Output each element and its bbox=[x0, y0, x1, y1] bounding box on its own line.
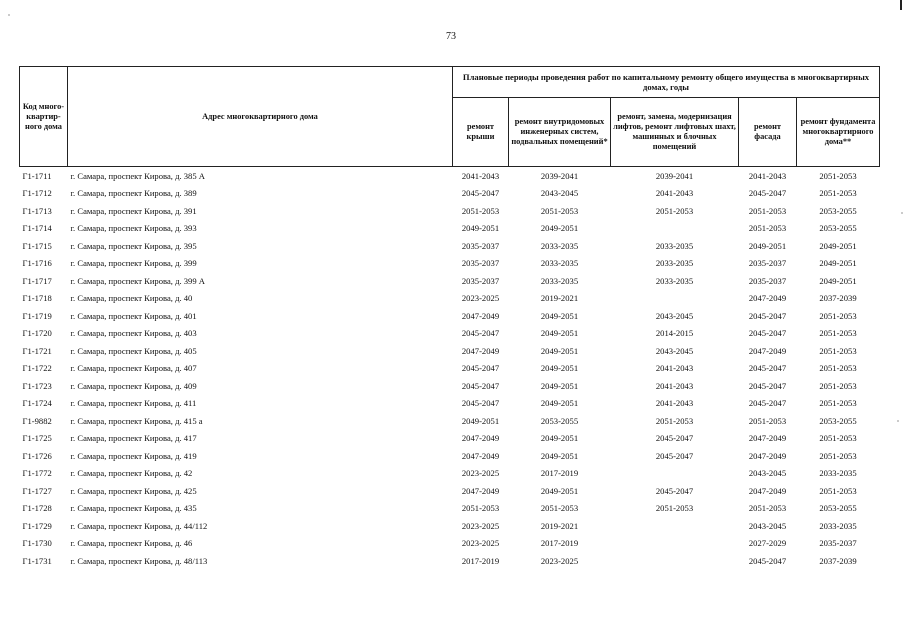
header-foundation: ремонт фундамента многоквартирного дома** bbox=[797, 98, 880, 167]
cell-engineering: 2049-2051 bbox=[540, 328, 579, 339]
table-row bbox=[20, 500, 880, 518]
cell-engineering: 2049-2051 bbox=[540, 485, 579, 496]
cell-roof: 2035-2037 bbox=[461, 240, 500, 251]
cell-roof: 2045-2047 bbox=[461, 398, 500, 409]
cell-elevators: 2051-2053 bbox=[655, 503, 694, 514]
cell-foundation: 2051-2053 bbox=[819, 310, 857, 321]
cell-facade: 2051-2053 bbox=[748, 223, 787, 234]
cell-foundation: 2051-2053 bbox=[819, 363, 857, 374]
table-row bbox=[20, 167, 880, 185]
cell-address: г. Самара, проспект Кирова, д. 419 bbox=[70, 450, 197, 461]
cell-engineering: 2049-2051 bbox=[540, 223, 579, 234]
cell-roof: 2045-2047 bbox=[461, 328, 500, 339]
cell-code: Г1-1711 bbox=[22, 170, 52, 181]
cell-address: г. Самара, проспект Кирова, д. 409 bbox=[70, 380, 197, 391]
cell-engineering: 2049-2051 bbox=[540, 345, 579, 356]
cell-facade: 2041-2043 bbox=[748, 170, 787, 181]
cell-elevators: 2043-2045 bbox=[655, 310, 694, 321]
table-row bbox=[20, 202, 880, 220]
cell-engineering: 2043-2045 bbox=[540, 188, 579, 199]
repair-schedule-table bbox=[19, 66, 880, 570]
cell-foundation: 2053-2055 bbox=[819, 223, 857, 234]
cell-facade: 2045-2047 bbox=[748, 398, 787, 409]
cell-elevators: 2033-2035 bbox=[655, 240, 694, 251]
cell-address: г. Самара, проспект Кирова, д. 399 bbox=[70, 258, 197, 269]
cell-code: Г1-1723 bbox=[22, 380, 52, 391]
cell-roof: 2023-2025 bbox=[461, 468, 500, 479]
cell-elevators bbox=[611, 465, 739, 483]
cell-roof: 2023-2025 bbox=[461, 538, 500, 549]
cell-engineering: 2049-2051 bbox=[540, 380, 579, 391]
cell-elevators bbox=[611, 535, 739, 553]
cell-roof: 2035-2037 bbox=[461, 258, 500, 269]
cell-foundation: 2035-2037 bbox=[819, 538, 857, 549]
cell-elevators: 2051-2053 bbox=[655, 205, 694, 216]
cell-code: Г1-1719 bbox=[22, 310, 52, 321]
cell-address: г. Самара, проспект Кирова, д. 395 bbox=[70, 240, 197, 251]
table-row bbox=[20, 220, 880, 238]
cell-code: Г1-1721 bbox=[22, 345, 52, 356]
cell-engineering: 2051-2053 bbox=[540, 503, 579, 514]
cell-code: Г1-1715 bbox=[22, 240, 52, 251]
cell-foundation: 2033-2035 bbox=[819, 468, 857, 479]
cell-roof: 2047-2049 bbox=[461, 485, 500, 496]
scan-speck bbox=[897, 420, 899, 422]
cell-code: Г1-1728 bbox=[22, 503, 52, 514]
cell-code: Г1-1714 bbox=[22, 223, 52, 234]
cell-code: Г1-1722 bbox=[22, 363, 52, 374]
cell-elevators bbox=[611, 552, 739, 570]
cell-elevators: 2014-2015 bbox=[655, 328, 694, 339]
cell-roof: 2023-2025 bbox=[461, 520, 500, 531]
table-row bbox=[20, 482, 880, 500]
cell-code: Г1-1716 bbox=[22, 258, 52, 269]
cell-elevators: 2039-2041 bbox=[655, 170, 694, 181]
table-body bbox=[20, 167, 880, 570]
cell-roof: 2045-2047 bbox=[461, 188, 500, 199]
cell-address: г. Самара, проспект Кирова, д. 407 bbox=[70, 363, 197, 374]
cell-address: г. Самара, проспект Кирова, д. 48/113 bbox=[70, 555, 208, 566]
cell-code: Г1-1724 bbox=[22, 398, 52, 409]
cell-elevators: 2045-2047 bbox=[655, 450, 694, 461]
table-row bbox=[20, 290, 880, 308]
cell-address: г. Самара, проспект Кирова, д. 405 bbox=[70, 345, 197, 356]
header-engineering-systems: ремонт внутридомовых инженерных систем, подвальных помещений* bbox=[509, 98, 611, 167]
cell-elevators: 2041-2043 bbox=[655, 380, 694, 391]
cell-elevators: 2033-2035 bbox=[655, 258, 694, 269]
table-row bbox=[20, 552, 880, 570]
cell-address: г. Самара, проспект Кирова, д. 403 bbox=[70, 328, 197, 339]
cell-facade: 2047-2049 bbox=[748, 293, 787, 304]
cell-code: Г1-1727 bbox=[22, 485, 52, 496]
cell-foundation: 2051-2053 bbox=[819, 485, 857, 496]
cell-address: г. Самара, проспект Кирова, д. 389 bbox=[70, 188, 197, 199]
table-row bbox=[20, 412, 880, 430]
cell-engineering: 2049-2051 bbox=[540, 363, 579, 374]
cell-code: Г1-1726 bbox=[22, 450, 52, 461]
cell-foundation: 2051-2053 bbox=[819, 188, 857, 199]
table-row bbox=[20, 360, 880, 378]
table-row bbox=[20, 307, 880, 325]
cell-elevators bbox=[611, 220, 739, 238]
header-work-periods: Плановые периоды проведения работ по капитальному ремонту общего имущества в многоквартирных домах, годы bbox=[453, 67, 880, 98]
cell-engineering: 2053-2055 bbox=[540, 415, 579, 426]
cell-address: г. Самара, проспект Кирова, д. 435 bbox=[70, 503, 197, 514]
page-number: 73 bbox=[446, 31, 456, 42]
cell-engineering: 2033-2035 bbox=[540, 258, 579, 269]
cell-facade: 2043-2045 bbox=[748, 520, 787, 531]
cell-roof: 2049-2051 bbox=[461, 415, 500, 426]
table-row bbox=[20, 272, 880, 290]
cell-foundation: 2051-2053 bbox=[819, 398, 857, 409]
cell-elevators bbox=[611, 290, 739, 308]
cell-engineering: 2019-2021 bbox=[540, 520, 579, 531]
table-row bbox=[20, 430, 880, 448]
cell-address: г. Самара, проспект Кирова, д. 40 bbox=[70, 293, 193, 304]
cell-facade: 2045-2047 bbox=[748, 310, 787, 321]
table-row bbox=[20, 237, 880, 255]
cell-roof: 2017-2019 bbox=[461, 555, 500, 566]
cell-elevators: 2041-2043 bbox=[655, 188, 694, 199]
cell-facade: 2051-2053 bbox=[748, 415, 787, 426]
cell-address: г. Самара, проспект Кирова, д. 42 bbox=[70, 468, 193, 479]
cell-foundation: 2051-2053 bbox=[819, 433, 857, 444]
cell-address: г. Самара, проспект Кирова, д. 401 bbox=[70, 310, 197, 321]
cell-address: г. Самара, проспект Кирова, д. 44/112 bbox=[70, 520, 208, 531]
cell-code: Г1-1725 bbox=[22, 433, 52, 444]
cell-address: г. Самара, проспект Кирова, д. 385 А bbox=[70, 170, 205, 181]
cell-foundation: 2051-2053 bbox=[819, 170, 857, 181]
cell-facade: 2043-2045 bbox=[748, 468, 787, 479]
cell-facade: 2045-2047 bbox=[748, 555, 787, 566]
cell-foundation: 2033-2035 bbox=[819, 520, 857, 531]
cell-address: г. Самара, проспект Кирова, д. 393 bbox=[70, 223, 197, 234]
cell-engineering: 2019-2021 bbox=[540, 293, 579, 304]
header-elevators: ремонт, замена, модернизация лифтов, ремонт лифтовых шахт, машинных и блочных помещений bbox=[611, 98, 739, 167]
cell-address: г. Самара, проспект Кирова, д. 391 bbox=[70, 205, 197, 216]
cell-code: Г1-9882 bbox=[22, 415, 52, 426]
cell-foundation: 2051-2053 bbox=[819, 380, 857, 391]
cell-engineering: 2033-2035 bbox=[540, 275, 579, 286]
cell-address: г. Самара, проспект Кирова, д. 411 bbox=[70, 398, 197, 409]
cell-facade: 2049-2051 bbox=[748, 240, 787, 251]
cell-facade: 2045-2047 bbox=[748, 328, 787, 339]
table-row bbox=[20, 185, 880, 203]
table-row bbox=[20, 535, 880, 553]
cell-engineering: 2023-2025 bbox=[540, 555, 579, 566]
cell-engineering: 2049-2051 bbox=[540, 398, 579, 409]
cell-roof: 2045-2047 bbox=[461, 363, 500, 374]
cell-elevators bbox=[611, 517, 739, 535]
cell-foundation: 2049-2051 bbox=[819, 258, 857, 269]
cell-facade: 2035-2037 bbox=[748, 275, 787, 286]
table-row bbox=[20, 395, 880, 413]
cell-code: Г1-1730 bbox=[22, 538, 52, 549]
cell-engineering: 2049-2051 bbox=[540, 450, 579, 461]
scan-speck bbox=[8, 14, 10, 16]
cell-elevators: 2051-2053 bbox=[655, 415, 694, 426]
cell-code: Г1-1731 bbox=[22, 555, 52, 566]
cell-roof: 2035-2037 bbox=[461, 275, 500, 286]
cell-roof: 2045-2047 bbox=[461, 380, 500, 391]
cell-foundation: 2051-2053 bbox=[819, 345, 857, 356]
table-row bbox=[20, 255, 880, 273]
cell-elevators: 2045-2047 bbox=[655, 433, 694, 444]
cell-roof: 2047-2049 bbox=[461, 450, 500, 461]
cell-foundation: 2037-2039 bbox=[819, 555, 857, 566]
cell-code: Г1-1729 bbox=[22, 520, 52, 531]
cell-roof: 2047-2049 bbox=[461, 310, 500, 321]
cell-elevators: 2041-2043 bbox=[655, 363, 694, 374]
cell-engineering: 2049-2051 bbox=[540, 310, 579, 321]
cell-foundation: 2053-2055 bbox=[819, 415, 857, 426]
cell-facade: 2051-2053 bbox=[748, 503, 787, 514]
header-facade: ремонт фасада bbox=[739, 98, 797, 167]
cell-facade: 2047-2049 bbox=[748, 433, 787, 444]
cell-engineering: 2051-2053 bbox=[540, 205, 579, 216]
cell-facade: 2045-2047 bbox=[748, 363, 787, 374]
cell-roof: 2047-2049 bbox=[461, 345, 500, 356]
cell-engineering: 2033-2035 bbox=[540, 240, 579, 251]
cell-code: Г1-1720 bbox=[22, 328, 52, 339]
table-row bbox=[20, 465, 880, 483]
table-row bbox=[20, 517, 880, 535]
cell-foundation: 2053-2055 bbox=[819, 503, 857, 514]
cell-address: г. Самара, проспект Кирова, д. 415 а bbox=[70, 415, 203, 426]
cell-address: г. Самара, проспект Кирова, д. 46 bbox=[70, 538, 193, 549]
cell-roof: 2049-2051 bbox=[461, 223, 500, 234]
cell-engineering: 2017-2019 bbox=[540, 538, 579, 549]
cell-address: г. Самара, проспект Кирова, д. 417 bbox=[70, 433, 197, 444]
cell-elevators: 2043-2045 bbox=[655, 345, 694, 356]
cell-facade: 2047-2049 bbox=[748, 485, 787, 496]
header-roof: ремонт крыши bbox=[453, 98, 509, 167]
cell-facade: 2051-2053 bbox=[748, 205, 787, 216]
cell-foundation: 2049-2051 bbox=[819, 275, 857, 286]
table-header bbox=[20, 67, 880, 167]
table-row bbox=[20, 447, 880, 465]
cell-address: г. Самара, проспект Кирова, д. 425 bbox=[70, 485, 197, 496]
scan-speck bbox=[901, 212, 903, 214]
table-row bbox=[20, 325, 880, 343]
cell-elevators: 2045-2047 bbox=[655, 485, 694, 496]
cell-foundation: 2049-2051 bbox=[819, 240, 857, 251]
cell-code: Г1-1772 bbox=[22, 468, 52, 479]
cell-code: Г1-1717 bbox=[22, 275, 52, 286]
cell-roof: 2041-2043 bbox=[461, 170, 500, 181]
cell-engineering: 2017-2019 bbox=[540, 468, 579, 479]
cell-facade: 2045-2047 bbox=[748, 380, 787, 391]
cell-address: г. Самара, проспект Кирова, д. 399 А bbox=[70, 275, 205, 286]
cell-facade: 2047-2049 bbox=[748, 345, 787, 356]
cell-roof: 2051-2053 bbox=[461, 503, 500, 514]
cell-elevators: 2033-2035 bbox=[655, 275, 694, 286]
scan-edge-mark bbox=[900, 0, 902, 10]
cell-facade: 2045-2047 bbox=[748, 188, 787, 199]
cell-foundation: 2053-2055 bbox=[819, 205, 857, 216]
cell-facade: 2035-2037 bbox=[748, 258, 787, 269]
cell-roof: 2047-2049 bbox=[461, 433, 500, 444]
header-address: Адрес многоквартирного дома bbox=[68, 67, 453, 167]
cell-foundation: 2037-2039 bbox=[819, 293, 857, 304]
cell-code: Г1-1718 bbox=[22, 293, 52, 304]
cell-facade: 2047-2049 bbox=[748, 450, 787, 461]
cell-roof: 2051-2053 bbox=[461, 205, 500, 216]
cell-code: Г1-1712 bbox=[22, 188, 52, 199]
cell-elevators: 2041-2043 bbox=[655, 398, 694, 409]
cell-engineering: 2049-2051 bbox=[540, 433, 579, 444]
cell-foundation: 2051-2053 bbox=[819, 328, 857, 339]
cell-facade: 2027-2029 bbox=[748, 538, 787, 549]
header-code: Код много-квартир-ного дома bbox=[20, 67, 68, 167]
cell-engineering: 2039-2041 bbox=[540, 170, 579, 181]
cell-roof: 2023-2025 bbox=[461, 293, 500, 304]
table-row bbox=[20, 377, 880, 395]
cell-foundation: 2051-2053 bbox=[819, 450, 857, 461]
cell-code: Г1-1713 bbox=[22, 205, 52, 216]
table-row bbox=[20, 342, 880, 360]
